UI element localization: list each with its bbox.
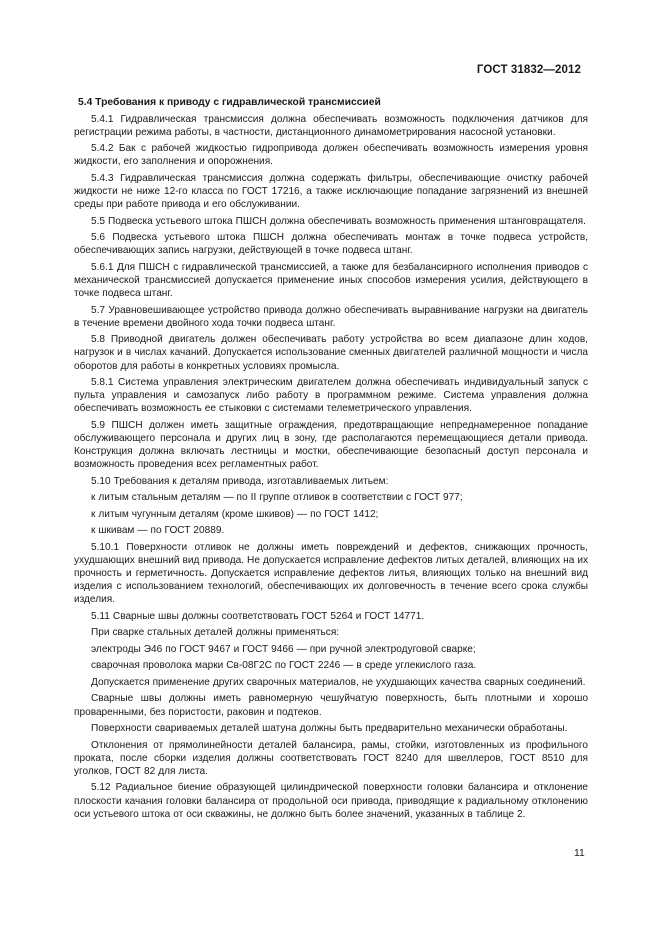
paragraph: 5.6 Подвеска устьевого штока ПШСН должна обеспечивать монтаж в точке подвеса устройств, обеспечивающих запись нагрузки, действующей в точке подвеса штанг.: [74, 232, 588, 257]
paragraph: При сварке стальных деталей должны применяться:: [91, 627, 340, 639]
paragraph: к литым стальным деталям — по II группе отливок в соответствии с ГОСТ 977;: [91, 492, 463, 504]
page-number: 11: [574, 848, 585, 859]
section-heading: 5.4 Требования к приводу с гидравлической трансмиссией: [78, 97, 381, 108]
paragraph: 5.5 Подвеска устьевого штока ПШСН должна обеспечивать возможность применения штанговращателя.: [91, 215, 586, 227]
paragraph: 5.4.1 Гидравлическая трансмиссия должна обеспечивать возможность подключения датчиков для регистрации режима работы, в частности, дистанционного динамометрирования насосной установки.: [74, 113, 588, 138]
standard-code-header: ГОСТ 31832—2012: [476, 64, 581, 76]
paragraph: Сварные швы должны иметь равномерную чешуйчатую поверхность, быть плотными и хорошо проваренными, без пористости, раковин и подтеков.: [74, 693, 588, 718]
paragraph: 5.8 Приводной двигатель должен обеспечивать работу устройства во всем диапазоне длин ходов, нагрузок и в числах качаний. Допускается использование сменных двигателей различной мощности и числа оборотов для работы в конкретных условиях промысла.: [74, 334, 588, 372]
paragraph: 5.4.3 Гидравлическая трансмиссия должна содержать фильтры, обеспечивающие очистку рабочей жидкости не ниже 12-го класса по ГОСТ 17216, а также исключающие попадание загрязнений из внешней среды при работе привода и его обслуживании.: [74, 172, 588, 211]
paragraph: к шкивам — по ГОСТ 20889.: [91, 525, 225, 537]
document-body: [74, 96, 588, 824]
paragraph: 5.8.1 Система управления электрическим двигателем должна обеспечивать индивидуальный запуск с пульта управления и самозапуск либо работу в программном режиме. Система управления должна обеспечивать возможность ее стыковки с системами телеметрического управления.: [74, 377, 588, 415]
paragraph: к литым чугунным деталям (кроме шкивов) — по ГОСТ 1412;: [91, 508, 379, 520]
paragraph: 5.11 Сварные швы должны соответствовать ГОСТ 5264 и ГОСТ 14771.: [91, 610, 425, 622]
paragraph: 5.12 Радиальное биение образующей цилиндрической поверхности головки балансира и отклонение плоскости качания головки балансира от продольной оси привода, приводящие к радиальному отклонению оси устьевого штока от оси скважины, не должно быть более значений, указанных в таблице 2.: [74, 782, 588, 820]
paragraph: 5.10 Требования к деталям привода, изготавливаемых литьем:: [91, 475, 389, 487]
paragraph: 5.7 Уравновешивающее устройство привода должно обеспечивать выравнивание нагрузки на двигатель в течение времени двойного хода точки подвеса штанг.: [74, 304, 588, 329]
paragraph: 5.9 ПШСН должен иметь защитные ограждения, предотвращающие непреднамеренное попадание обслуживающего персонала и других лиц в зону, где располагаются перемещающиеся детали привода. Конструкция должна включать лестницы и мостки, обеспечивающие безопасный доступ персонала и возможность проведения всех регламентных работ.: [74, 419, 588, 471]
paragraph: 5.4.2 Бак с рабочей жидкостью гидропривода должен обеспечивать возможность измерения уровня жидкости, его заполнения и опорожнения.: [74, 143, 588, 168]
paragraph: 5.10.1 Поверхности отливок не должны иметь повреждений и дефектов, снижающих прочность, ухудшающих внешний вид привода. Не допускается исправление дефектов литых деталей, влияющих на их прочность и герметичность. Допускается исправление дефектов литья, влияющих только на внешний вид изделия с использованием технологий, обеспечивающих их долговечность в течение всего срока службы изделия.: [74, 541, 589, 606]
paragraph: Допускается применение других сварочных материалов, не ухудшающих качества сварных соединений.: [91, 676, 586, 688]
paragraph: сварочная проволока марки Св-08Г2С по ГОСТ 2246 — в среде углекислого газа.: [91, 660, 477, 672]
paragraph: 5.6.1 Для ПШСН с гидравлической трансмиссией, а также для безбалансирного исполнения приводов с механической трансмиссией допускается применение иных способов измерения усилия, действующего в точке подвеса штанг.: [74, 261, 588, 300]
paragraph: Поверхности свариваемых деталей шатуна должны быть предварительно механически обработаны.: [91, 723, 568, 735]
paragraph-list: [74, 113, 588, 821]
paragraph: Отклонения от прямолинейности деталей балансира, рамы, стойки, изготовленных из профильного проката, после сборки изделия должны соответствовать ГОСТ 8240 для швеллеров, ГОСТ 8510 для уголков, ГОСТ 82 для листа.: [74, 739, 588, 777]
paragraph: электроды Э46 по ГОСТ 9467 и ГОСТ 9466 — при ручной электродуговой сварке;: [91, 643, 476, 655]
